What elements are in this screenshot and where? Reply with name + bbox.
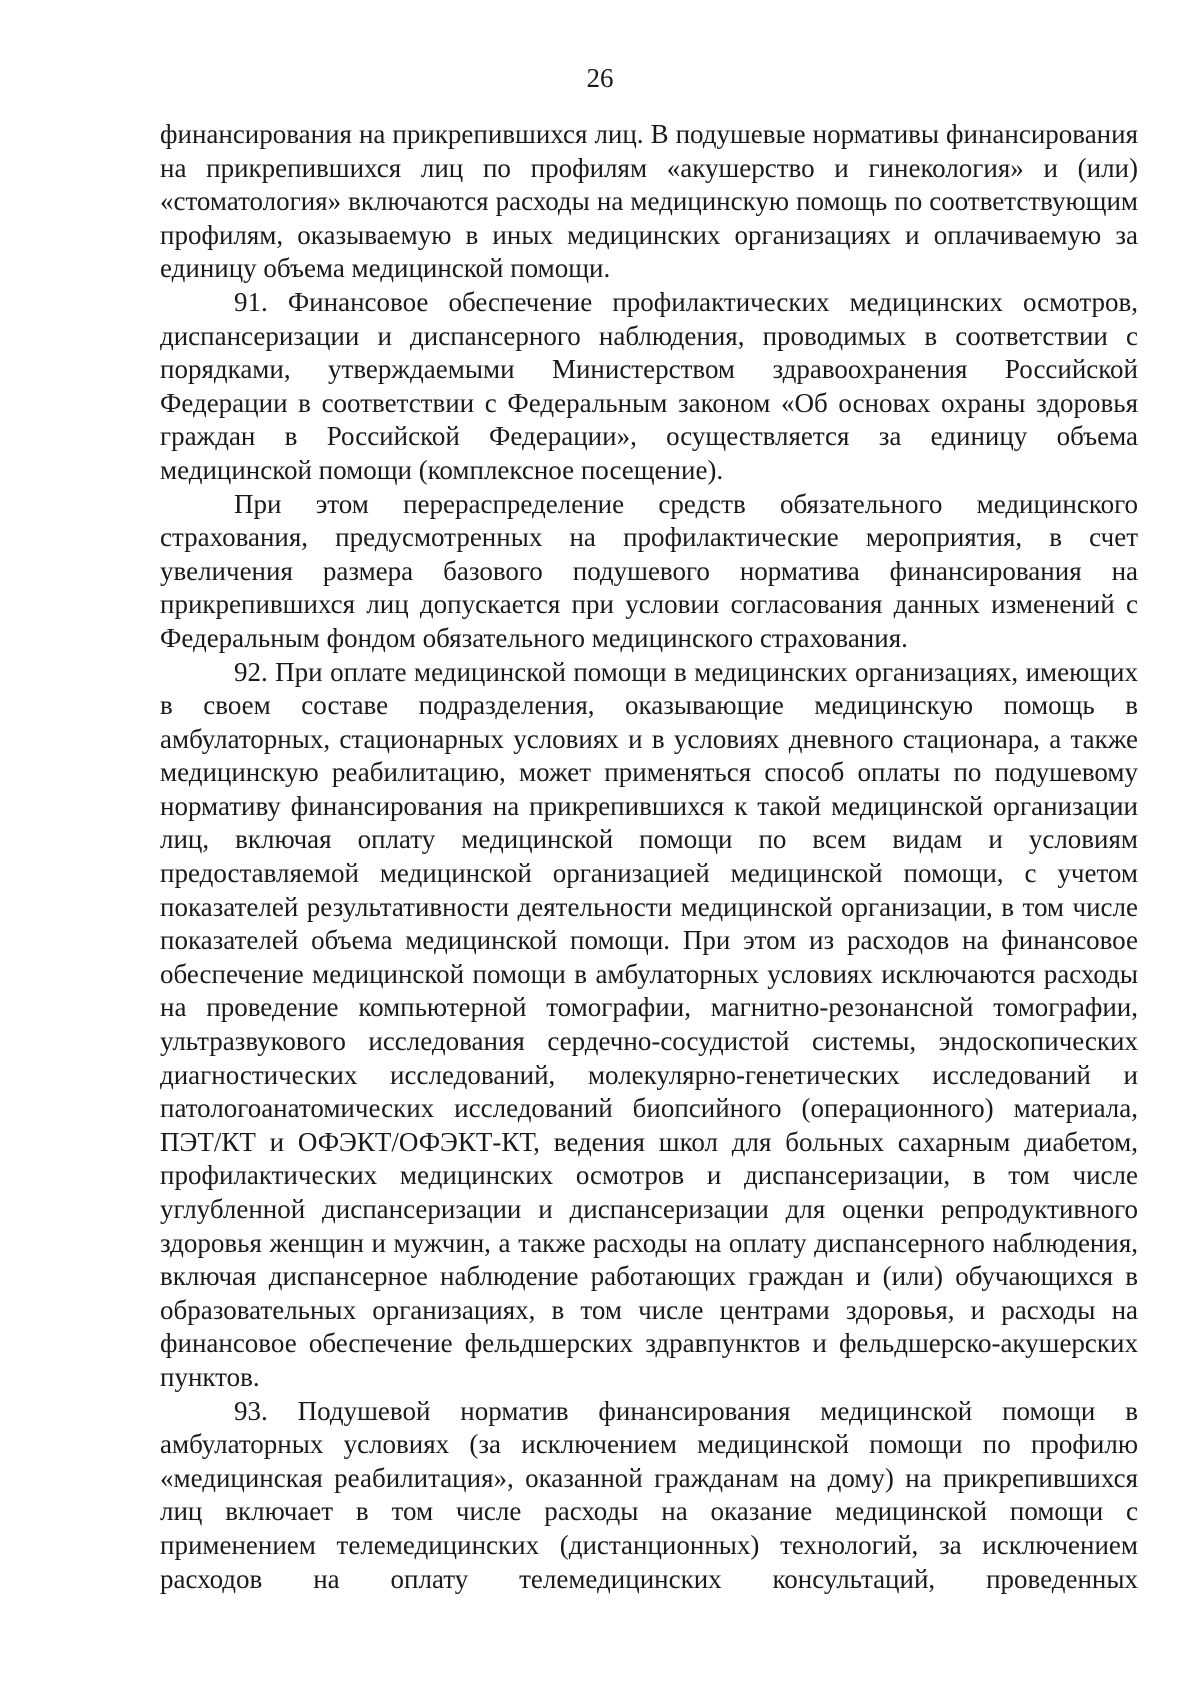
document-body bbox=[160, 118, 1138, 1596]
page-number: 26 bbox=[586, 63, 614, 93]
paragraph-93: 93. Подушевой норматив финансирования медицинской помощи в амбулаторных условиях (за исключением медицинской помощи по профилю «медицинская реабилитация», оказанной гражданам на дому) на прикрепившихся лиц включает в том числе расходы на оказание медицинской помощи с применением телемедицинских (дистанционных) технологий, за исключением расходов на оплату телемедицинских консультаций, проведенных bbox=[160, 1395, 1138, 1594]
paragraph-92: 92. При оплате медицинской помощи в медицинских организациях, имеющих в своем составе подразделения, оказывающие медицинскую помощь в амбулаторных, стационарных условиях и в условиях дневного стационара, а также медицинскую реабилитацию, может применяться способ оплаты по подушевому нормативу финансирования на прикрепившихся к такой медицинской организации лиц, включая оплату медицинской помощи по всем видам и условиям предоставляемой медицинской организацией медицинской помощи, с учетом показателей результативности деятельности медицинской организации, в том числе показателей объема медицинской помощи. При этом из расходов на финансовое обеспечение медицинской помощи в амбулаторных условиях исключаются расходы на проведение компьютерной томографии, магнитно-резонансной томографии, ультразвукового исследования сердечно-сосудистой системы, эндоскопических диагностических исследований, молекулярно-генетических исследований и патологоанатомических исследований биопсийного (операционного) материала, ПЭТ/КТ и ОФЭКТ/ОФЭКТ-КТ, ведения школ для больных сахарным диабетом, профилактических медицинских осмотров и диспансеризации, в том числе углубленной диспансеризации и диспансеризации для оценки репродуктивного здоровья женщин и мужчин, а также расходы на оплату диспансерного наблюдения, включая диспансерное наблюдение работающих граждан и (или) обучающихся в образовательных организациях, в том числе центрами здоровья, и расходы на финансовое обеспечение фельдшерских здравпунктов и фельдшерско-акушерских пунктов. bbox=[160, 656, 1138, 1392]
paragraph-91: 91. Финансовое обеспечение профилактических медицинских осмотров, диспансеризации и диспансерного наблюдения, проводимых в соответствии с порядками, утверждаемыми Министерством здравоохранения Российской Федерации в соответствии с Федеральным законом «Об основах охраны здоровья граждан в Российской Федерации», осуществляется за единицу объема медицинской помощи (комплексное посещение). bbox=[160, 286, 1138, 485]
paragraph-91-addendum: При этом перераспределение средств обязательного медицинского страхования, предусмотренных на профилактические мероприятия, в счет увеличения размера базового подушевого норматива финансирования на прикрепившихся лиц допускается при условии согласования данных изменений с Федеральным фондом обязательного медицинского страхования. bbox=[160, 488, 1138, 653]
paragraph-continuation: финансирования на прикрепившихся лиц. В подушевые нормативы финансирования на прикрепившихся лиц по профилям «акушерство и гинекология» и (или) «стоматология» включаются расходы на медицинскую помощь по соответствующим профилям, оказываемую в иных медицинских организациях и оплачиваемую за единицу объема медицинской помощи. bbox=[160, 119, 1138, 284]
